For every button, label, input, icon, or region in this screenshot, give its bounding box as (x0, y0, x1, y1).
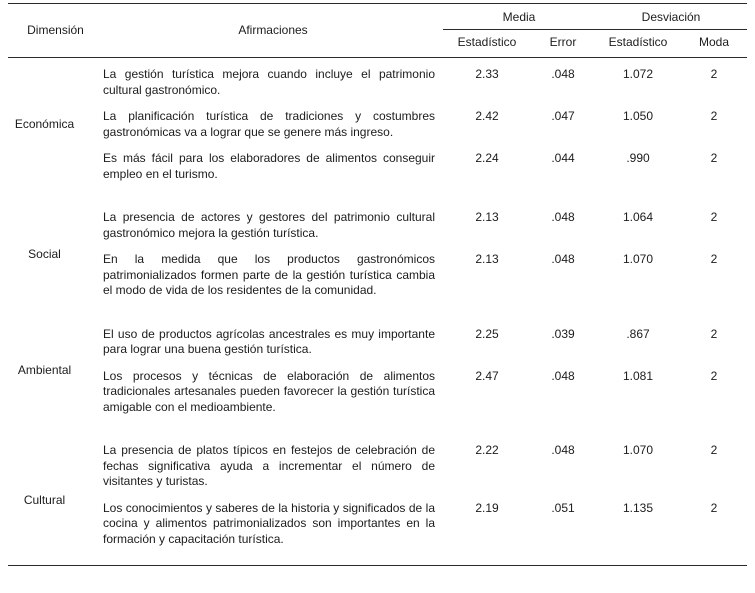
col-group-desviacion: Desviación (595, 4, 747, 30)
media-error-cell: .051 (551, 500, 575, 515)
media-error-cell: .048 (551, 443, 575, 457)
media-error-cell: .048 (551, 67, 575, 81)
desv-estadistico-cell: 1.081 (622, 368, 654, 383)
affirmation-cell: Los conocimientos y saberes de la historia y significados de la cocina y alimentos patrimonializados son importantes en la formación y capacitación turística. (103, 500, 435, 546)
table-header (8, 4, 747, 58)
moda-cell: 2 (710, 500, 718, 515)
group-social (8, 188, 747, 305)
col-header-desv-moda: Moda (681, 30, 747, 58)
desv-estadistico-cell: 1.064 (622, 210, 654, 224)
media-estadistico-cell: 2.19 (475, 500, 499, 515)
moda-cell: 2 (710, 210, 718, 224)
moda-cell: 2 (710, 326, 718, 341)
media-error-cell: .039 (551, 326, 575, 341)
col-header-media-error: Error (531, 30, 595, 58)
affirmation-cell: La presencia de actores y gestores del patrimonio cultural gastronómico mejora la gestión turística. (103, 210, 435, 240)
dimension-cell: Social (28, 246, 61, 261)
media-estadistico-cell: 2.24 (475, 151, 499, 165)
affirmation-cell: La planificación turística de tradiciones y costumbres gastronómicas va a lograr que se genere más ingreso. (103, 109, 435, 139)
col-header-media-estadistico: Estadístico (443, 30, 531, 58)
group-ambiental (8, 305, 747, 422)
media-error-cell: .044 (551, 151, 575, 165)
media-estadistico-cell: 2.13 (475, 252, 499, 266)
desv-estadistico-cell: 1.070 (622, 443, 654, 457)
table-row (8, 58, 747, 105)
col-header-dimension: Dimensión (8, 4, 103, 58)
moda-cell: 2 (710, 151, 718, 165)
media-estadistico-cell: 2.47 (475, 368, 499, 383)
affirmation-cell: En la medida que los productos gastronómicos patrimonializados formen parte de la gestión turística cambia el modo de vida de los residentes de la comunidad. (103, 252, 435, 297)
table-row (8, 364, 747, 422)
col-group-media: Media (443, 4, 595, 30)
moda-cell: 2 (710, 109, 718, 123)
table-row (8, 104, 747, 146)
media-error-cell: .048 (551, 252, 575, 266)
media-estadistico-cell: 2.22 (475, 443, 499, 457)
moda-cell: 2 (710, 443, 718, 457)
media-estadistico-cell: 2.42 (475, 109, 499, 123)
group-cultural (8, 421, 747, 566)
table-row (8, 146, 747, 188)
affirmation-cell: La gestión turística mejora cuando incluye el patrimonio cultural gastronómico. (103, 67, 435, 97)
group-economica (8, 58, 747, 189)
media-estadistico-cell: 2.33 (475, 67, 499, 81)
table-row (8, 496, 747, 566)
moda-cell: 2 (710, 368, 718, 383)
dimension-cell: Económica (14, 116, 75, 131)
media-estadistico-cell: 2.25 (475, 326, 499, 341)
desv-estadistico-cell: 1.070 (622, 252, 654, 266)
dimension-cell: Ambiental (17, 363, 72, 377)
desv-estadistico-cell: 1.050 (622, 109, 654, 123)
desv-estadistico-cell: .990 (626, 151, 650, 165)
affirmation-cell: Es más fácil para los elaboradores de alimentos conseguir empleo en el turismo. (103, 151, 435, 181)
media-error-cell: .048 (551, 368, 575, 383)
desv-estadistico-cell: 1.072 (622, 67, 654, 81)
desv-estadistico-cell: 1.135 (622, 500, 654, 515)
affirmation-cell: El uso de productos agrícolas ancestrales es muy importante para lograr una buena gestión turística. (103, 326, 435, 356)
moda-cell: 2 (710, 67, 718, 81)
media-estadistico-cell: 2.13 (475, 210, 499, 224)
table-row (8, 188, 747, 247)
table-row (8, 421, 747, 496)
col-header-afirmaciones: Afirmaciones (103, 4, 443, 58)
statistics-table (8, 3, 747, 566)
moda-cell: 2 (710, 252, 718, 266)
affirmation-cell: Los procesos y técnicas de elaboración de alimentos tradicionales artesanales pueden favorecer la gestión turística amigable con el medioambiente. (103, 368, 435, 414)
col-header-desv-estadistico: Estadístico (595, 30, 681, 58)
table-row (8, 247, 747, 305)
media-error-cell: .048 (551, 210, 575, 224)
header-row-groups (8, 4, 747, 30)
desv-estadistico-cell: .867 (626, 326, 650, 341)
media-error-cell: .047 (551, 109, 575, 123)
table-row (8, 305, 747, 364)
affirmation-cell: La presencia de platos típicos en festejos de celebración de fechas significativa ayuda a incrementar el número de visitantes y turistas. (103, 443, 435, 488)
dimension-cell: Cultural (23, 493, 66, 508)
